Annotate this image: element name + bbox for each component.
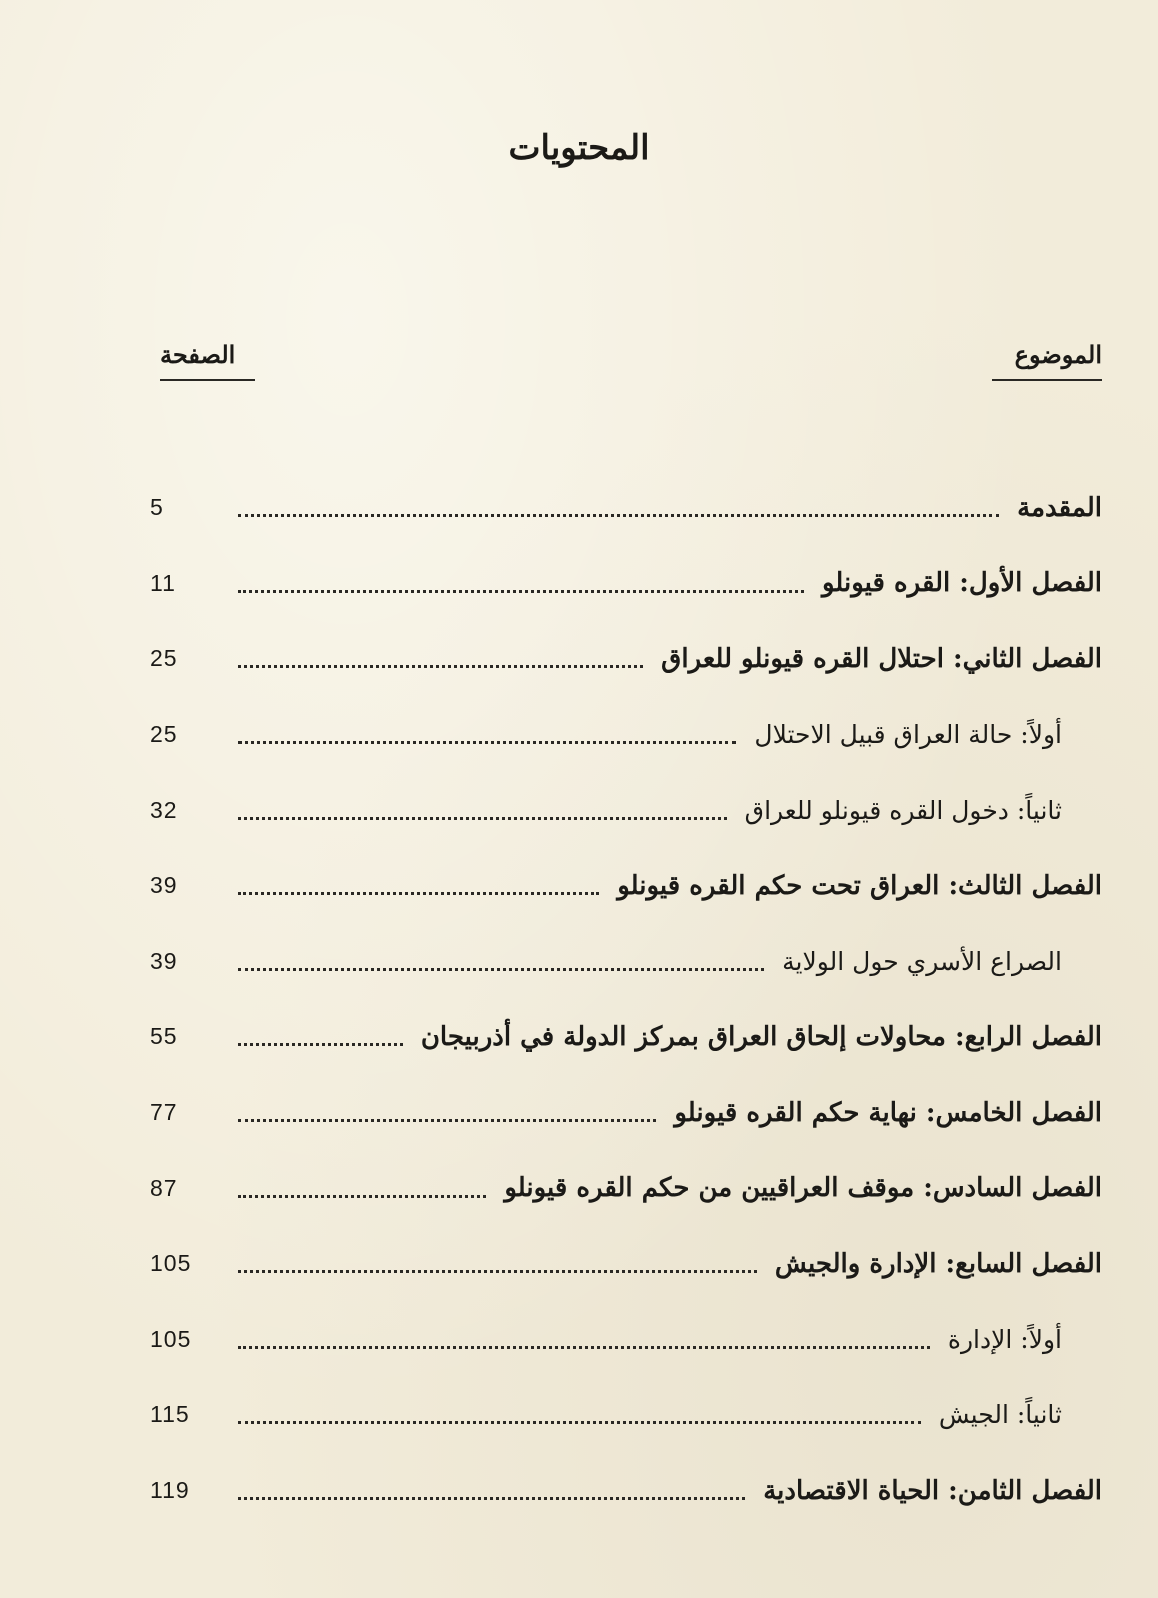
toc-entry-page: 39: [150, 947, 178, 974]
toc-entry-page: 119: [150, 1477, 190, 1504]
toc-subentry[interactable]: [150, 1377, 1102, 1453]
toc-subentry[interactable]: [150, 697, 1102, 773]
toc-entry-page: 5: [150, 494, 164, 521]
toc-entry-title: ثانياً: الجيش: [938, 1400, 1062, 1430]
toc-entry-title: الفصل الثامن: الحياة الاقتصادية: [763, 1475, 1102, 1506]
dot-leader: [238, 514, 999, 517]
toc-entry-title: الفصل السابع: الإدارة والجيش: [774, 1248, 1102, 1279]
toc-entry-page: 105: [150, 1325, 192, 1352]
topic-column-header: الموضوع: [992, 340, 1102, 381]
toc-entry-page: 39: [150, 872, 178, 899]
dot-leader: [238, 968, 764, 971]
toc-entry-page: 32: [150, 796, 178, 823]
dot-leader: [238, 1119, 656, 1122]
page-title: المحتويات: [508, 128, 650, 168]
toc-entry-title: الفصل الثاني: احتلال القره قيونلو للعراق: [661, 643, 1102, 674]
dot-leader: [238, 892, 599, 895]
toc-entry-title: ثانياً: دخول القره قيونلو للعراق: [744, 795, 1062, 825]
toc-entry[interactable]: [150, 621, 1102, 697]
dot-leader: [238, 1270, 757, 1273]
toc-subentry[interactable]: [150, 1302, 1102, 1378]
toc-entry[interactable]: [150, 999, 1102, 1075]
toc-entry-page: 25: [150, 721, 178, 748]
dot-leader: [238, 741, 736, 744]
toc-entry-title: الفصل السادس: موقف العراقيين من حكم القره قيونلو: [504, 1173, 1102, 1204]
dot-leader: [238, 665, 643, 668]
toc-entry-title: الصراع الأسري حول الولاية: [782, 946, 1062, 976]
toc-entry[interactable]: [150, 848, 1102, 924]
dot-leader: [238, 817, 727, 820]
dot-leader: [238, 1497, 745, 1500]
toc-entry-page: 87: [150, 1174, 178, 1201]
toc-entry-page: 25: [150, 645, 178, 672]
toc-entry-title: الفصل الأول: القره قيونلو: [821, 568, 1102, 599]
toc-entry-page: 115: [150, 1401, 190, 1428]
toc-entry-page: 105: [150, 1250, 192, 1277]
toc-entry[interactable]: [150, 1226, 1102, 1302]
dot-leader: [238, 1421, 921, 1424]
toc-entry-page: 55: [150, 1023, 178, 1050]
dot-leader: [238, 590, 804, 593]
dot-leader: [238, 1346, 930, 1349]
toc-entry-title: أولاً: الإدارة: [947, 1324, 1062, 1354]
page-column-header: الصفحة: [160, 340, 255, 381]
toc-entry[interactable]: [150, 1075, 1102, 1151]
toc-entry-title: أولاً: حالة العراق قبيل الاحتلال: [754, 720, 1062, 750]
toc-entry[interactable]: [150, 1453, 1102, 1529]
toc-entry[interactable]: [150, 1150, 1102, 1226]
toc-entry-title: الفصل الخامس: نهاية حكم القره قيونلو: [674, 1097, 1102, 1128]
toc-entry-title: الفصل الثالث: العراق تحت حكم القره قيونلو: [617, 870, 1102, 901]
toc-subentry[interactable]: [150, 772, 1102, 848]
toc-entry[interactable]: [150, 546, 1102, 622]
toc-subentry[interactable]: [150, 924, 1102, 1000]
toc-entry-page: 77: [150, 1099, 178, 1126]
toc-entry-title: الفصل الرابع: محاولات إلحاق العراق بمركز الدولة في أذربيجان: [420, 1021, 1102, 1052]
dot-leader: [238, 1195, 486, 1198]
table-of-contents: [150, 470, 1102, 1528]
dot-leader: [238, 1043, 403, 1046]
toc-entry-page: 11: [150, 569, 176, 596]
toc-entry-title: المقدمة: [1017, 492, 1102, 523]
toc-entry[interactable]: [150, 470, 1102, 546]
